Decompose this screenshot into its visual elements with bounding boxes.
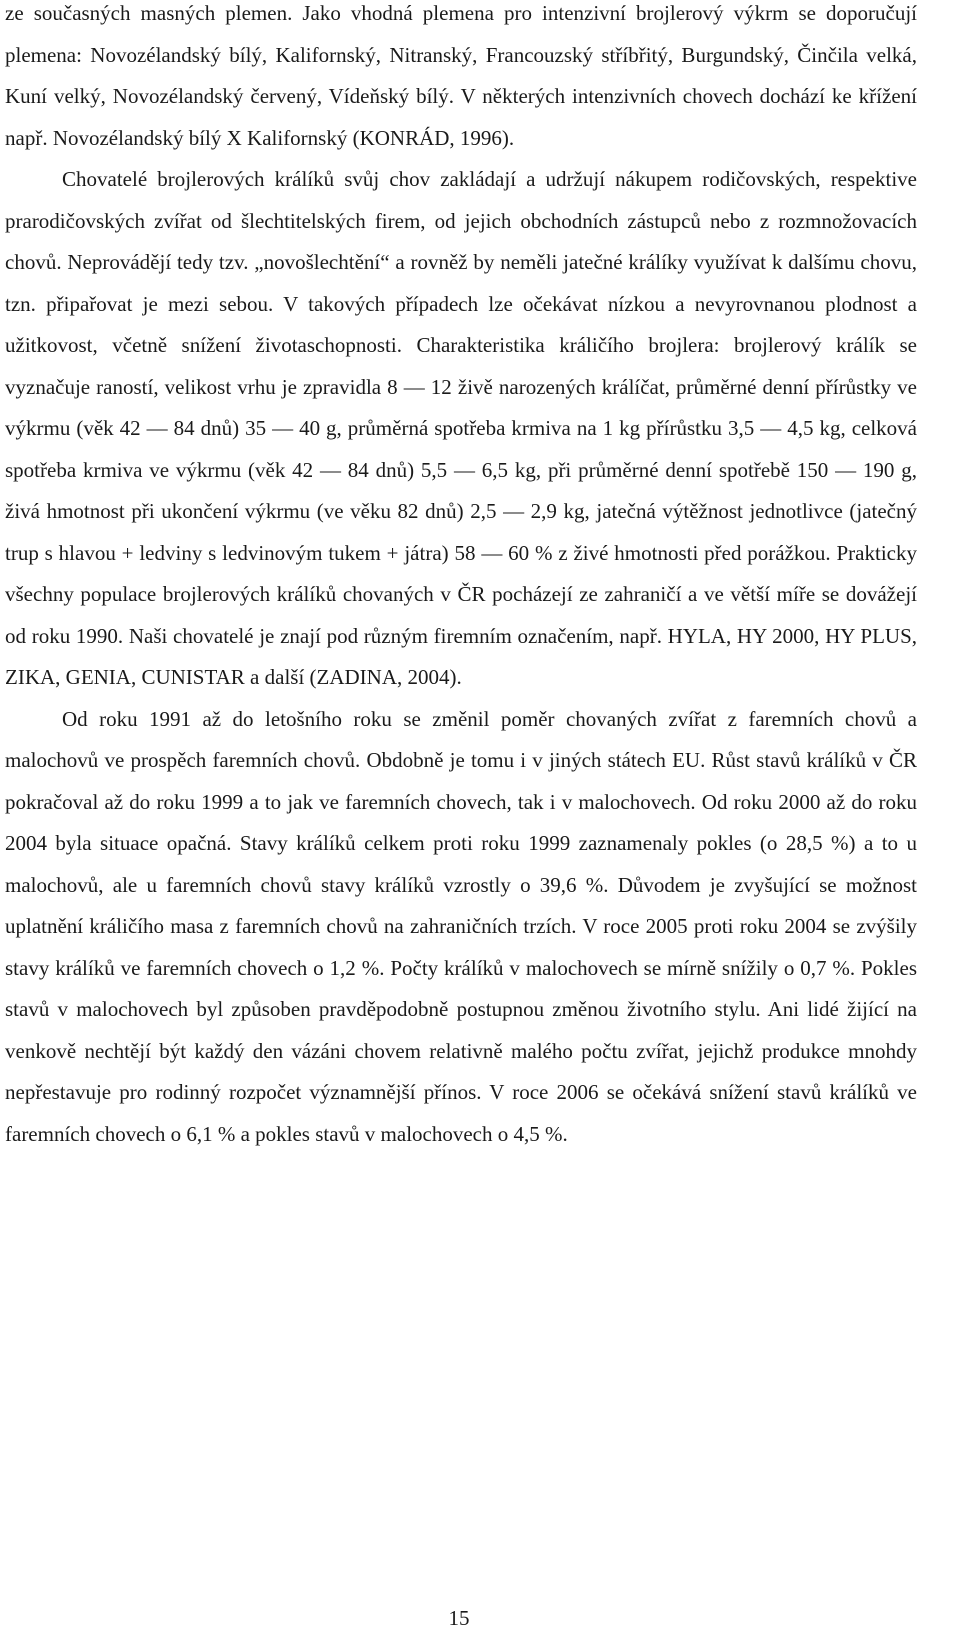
paragraph-continuation: ze současných masných plemen. Jako vhodná plemena pro intenzivní brojlerový výkrm se doporučují plemena: Novozélandský bílý, Kalifornský, Nitranský, Francouzský stříbřitý, Burgundský, Činčila velká, Kuní velký, Novozélandský červený, Vídeňský bílý. V některých intenzivních chovech dochází ke křížení např. Novozélandský bílý X Kalifornský (KONRÁD, 1996). <box>5 1 917 150</box>
page-number: 15 <box>448 1606 470 1630</box>
body-text <box>5 0 917 1155</box>
paragraph-broiler-breeders: Chovatelé brojlerových králíků svůj chov zakládají a udržují nákupem rodičovských, respektive prarodičovských zvířat od šlechtitelských firem, od jejich obchodních zástupců nebo z rozmnožovacích chovů. Neprovádějí tedy tzv. „novošlechtění“ a rovněž by neměli jatečné králíky využívat k dalšímu chovu, tzn. připařovat je mezi sebou. V takových případech lze očekávat nízkou a nevyrovnanou plodnost a užitkovost, včetně snížení životaschopnosti. Charakteristika králičího brojlera: brojlerový králík se vyznačuje raností, velikost vrhu je zpravidla 8 — 12 živě narozených králíčat, průměrné denní přírůstky ve výkrmu (věk 42 — 84 dnů) 35 — 40 g, průměrná spotřeba krmiva na 1 kg přírůstku 3,5 — 4,5 kg, celková spotřeba krmiva ve výkrmu (věk 42 — 84 dnů) 5,5 — 6,5 kg, při průměrné denní spotřebě 150 — 190 g, živá hmotnost při ukončení výkrmu (ve věku 82 dnů) 2,5 — 2,9 kg, jatečná výtěžnost jednotlivce (jatečný trup s hlavou + ledviny s ledvinovým tukem + játra) 58 — 60 % z živé hmotnosti před porážkou. Prakticky všechny populace brojlerových králíků chovaných v ČR pocházejí ze zahraničí a ve větší míře se dovážejí od roku 1990. Naši chovatelé je znají pod různým firemním označením, např. HYLA, HY 2000, HY PLUS, ZIKA, GENIA, CUNISTAR a další (ZADINA, 2004). <box>5 167 917 689</box>
paragraph-population-trends: Od roku 1991 až do letošního roku se změnil poměr chovaných zvířat z faremních chovů a malochovů ve prospěch faremních chovů. Obdobně je tomu i v jiných státech EU. Růst stavů králíků v ČR pokračoval až do roku 1999 a to jak ve faremních chovech, tak i v malochovech. Od roku 2000 až do roku 2004 byla situace opačná. Stavy králíků celkem proti roku 1999 zaznamenaly pokles (o 28,5 %) a to u malochovů, ale u faremních chovů stavy králíků vzrostly o 39,6 %. Důvodem je zvyšující se možnost uplatnění králičího masa z faremních chovů na zahraničních trzích. V roce 2005 proti roku 2004 se zvýšily stavy králíků ve faremních chovech o 1,2 %. Počty králíků v malochovech se mírně snížily o 0,7 %. Pokles stavů v malochovech byl způsoben pravděpodobně postupnou změnou životního stylu. Ani lidé žijící na venkově nechtějí být každý den vázáni chovem relativně malého počtu zvířat, jejichž produkce mnohdy nepřestavuje pro rodinný rozpočet významnější přínos. V roce 2006 se očekává snížení stavů králíků ve faremních chovech o 6,1 % a pokles stavů v malochovech o 4,5 %. <box>5 706 917 1146</box>
